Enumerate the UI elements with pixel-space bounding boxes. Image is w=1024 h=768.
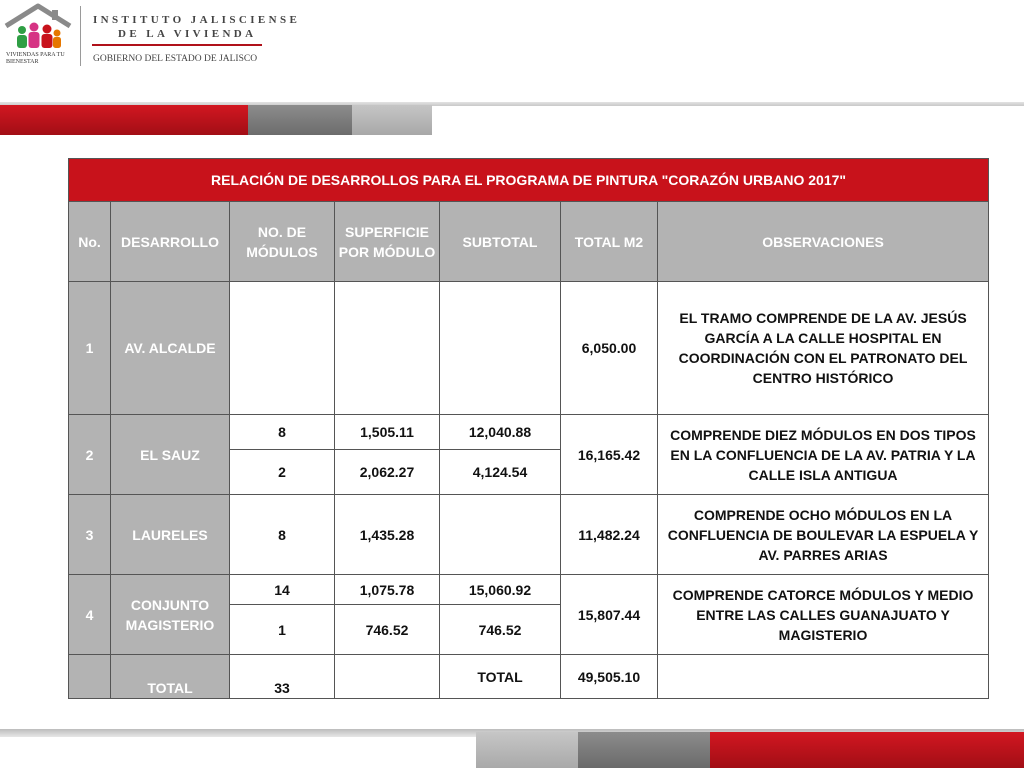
row-number: 3 — [69, 495, 111, 575]
column-header-observaciones: OBSERVACIONES — [658, 202, 989, 282]
subtotal-cell: 4,124.54 — [440, 450, 561, 495]
surface-cell — [335, 282, 440, 415]
column-header-superficie: SUPERFICIE POR MÓDULO — [335, 202, 440, 282]
top-red-band — [0, 105, 248, 135]
modules-cell: 8 — [230, 415, 335, 450]
total-m2-cell: 15,807.44 — [561, 575, 658, 655]
column-header-total-m2: TOTAL M2 — [561, 202, 658, 282]
top-light-gray-band — [352, 105, 432, 135]
subtotal-cell — [440, 282, 561, 415]
observations-cell: COMPRENDE OCHO MÓDULOS EN LA CONFLUENCIA DE BOULEVAR LA ESPUELA Y AV. PARRES ARIAS — [658, 495, 989, 575]
org-name-line2: DE LA VIVIENDA — [118, 28, 257, 40]
modules-cell: 14 — [230, 575, 335, 605]
surface-cell: 1,435.28 — [335, 495, 440, 575]
logo-divider — [80, 6, 81, 66]
subtotal-cell: 15,060.92 — [440, 575, 561, 605]
column-header-no: No. — [69, 202, 111, 282]
subtotal-cell: 746.52 — [440, 605, 561, 655]
logo-tagline: VIVIENDAS PARA TU BIENESTAR — [6, 52, 65, 65]
subtotal-cell — [440, 495, 561, 575]
column-header-modulos: NO. DE MÓDULOS — [230, 202, 335, 282]
totals-modules: 33 — [230, 655, 335, 699]
row-number: 1 — [69, 282, 111, 415]
modules-cell: 1 — [230, 605, 335, 655]
development-name: CONJUNTO MAGISTERIO — [111, 575, 230, 655]
totals-empty-cell — [658, 655, 989, 699]
observations-cell: COMPRENDE DIEZ MÓDULOS EN DOS TIPOS EN LA CONFLUENCIA DE LA AV. PATRIA Y LA CALLE ISLA ANTIGUA — [658, 415, 989, 495]
table-row — [69, 415, 989, 450]
totals-empty-cell — [335, 655, 440, 699]
table-row — [69, 575, 989, 605]
bottom-light-gray-band — [476, 732, 578, 768]
surface-cell: 1,075.78 — [335, 575, 440, 605]
totals-empty-cell — [69, 655, 111, 699]
development-name: LAURELES — [111, 495, 230, 575]
surface-cell: 2,062.27 — [335, 450, 440, 495]
surface-cell: 1,505.11 — [335, 415, 440, 450]
totals-row — [69, 655, 989, 699]
observations-cell: COMPRENDE CATORCE MÓDULOS Y MEDIO ENTRE LAS CALLES GUANAJUATO Y MAGISTERIO — [658, 575, 989, 655]
column-header-subtotal: SUBTOTAL — [440, 202, 561, 282]
column-header-desarrollo: DESARROLLO — [111, 202, 230, 282]
table-row — [69, 495, 989, 575]
table-row — [69, 282, 989, 415]
org-name-line1: INSTITUTO JALISCIENSE — [93, 14, 301, 26]
totals-label: TOTAL — [111, 655, 230, 699]
total-m2-cell: 6,050.00 — [561, 282, 658, 415]
surface-cell: 746.52 — [335, 605, 440, 655]
modules-cell: 8 — [230, 495, 335, 575]
observations-cell: EL TRAMO COMPRENDE DE LA AV. JESÚS GARCÍA A LA CALLE HOSPITAL EN COORDINACIÓN CON EL PATRONATO DEL CENTRO HISTÓRICO — [658, 282, 989, 415]
total-m2-cell: 16,165.42 — [561, 415, 658, 495]
modules-cell — [230, 282, 335, 415]
row-number: 2 — [69, 415, 111, 495]
bottom-red-band — [710, 732, 1024, 768]
development-name: AV. ALCALDE — [111, 282, 230, 415]
bottom-dark-gray-band — [578, 732, 710, 768]
total-m2-cell: 11,482.24 — [561, 495, 658, 575]
modules-cell: 2 — [230, 450, 335, 495]
subtotal-cell: 12,040.88 — [440, 415, 561, 450]
table-title: RELACIÓN DE DESARROLLOS PARA EL PROGRAMA DE PINTURA "CORAZÓN URBANO 2017" — [69, 159, 989, 202]
development-name: EL SAUZ — [111, 415, 230, 495]
government-name: GOBIERNO DEL ESTADO DE JALISCO — [93, 54, 258, 64]
top-dark-gray-band — [248, 105, 352, 135]
totals-total-m2: 49,505.10 — [561, 655, 658, 699]
row-number: 4 — [69, 575, 111, 655]
developments-table — [68, 158, 989, 699]
totals-subtotal-label: TOTAL — [440, 655, 561, 699]
logo-accent-line — [92, 44, 262, 46]
